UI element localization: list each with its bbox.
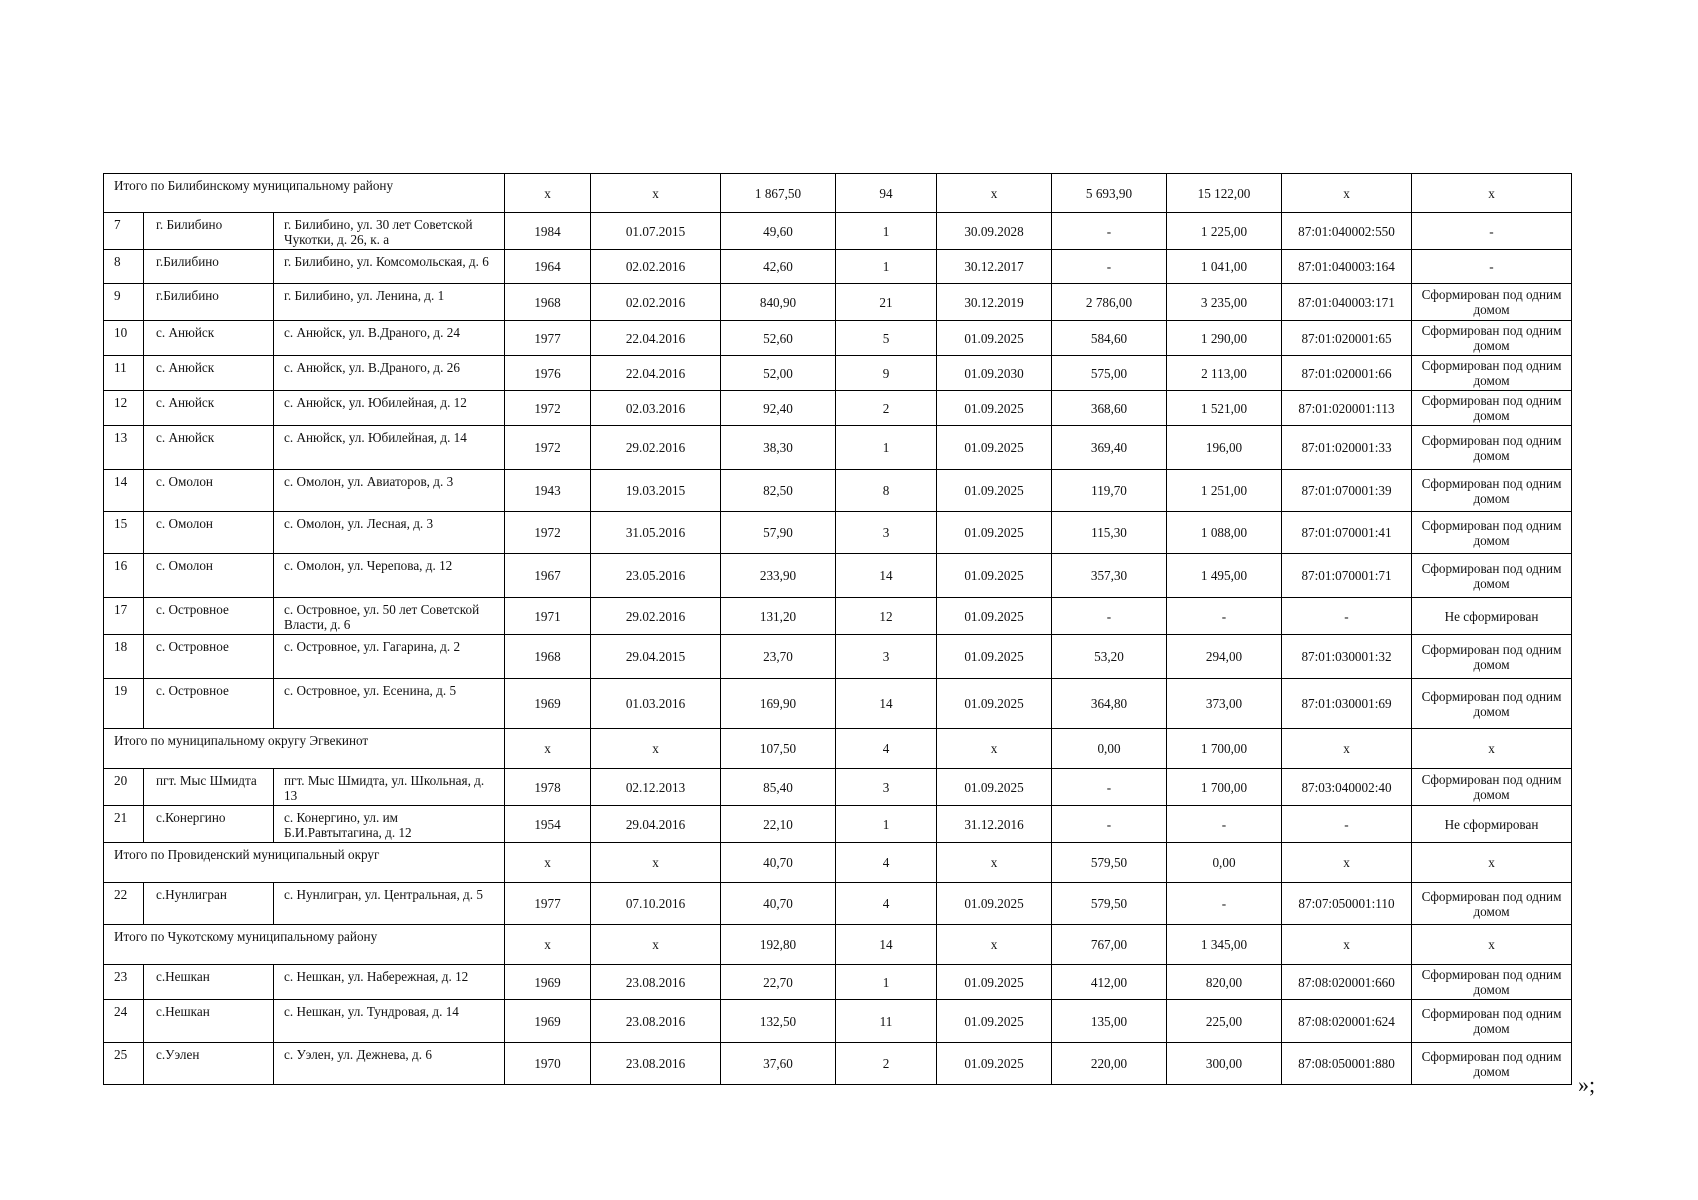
table-body — [104, 174, 1572, 1085]
cadastral-number-cell: - — [1282, 806, 1412, 843]
subtotal-row — [104, 843, 1572, 883]
date-cell: 07.10.2016 — [591, 883, 721, 925]
deadline-cell: 01.09.2025 — [937, 321, 1052, 356]
row-number-cell: 14 — [104, 470, 144, 512]
residents-cell: 14 — [836, 679, 937, 729]
value-cell-2: 15 122,00 — [1167, 174, 1282, 213]
value-cell-2: - — [1167, 806, 1282, 843]
area-cell: 22,10 — [721, 806, 836, 843]
year-cell: x — [505, 843, 591, 883]
year-cell: 1971 — [505, 598, 591, 635]
residents-cell: 1 — [836, 426, 937, 470]
cadastral-number-cell: 87:08:020001:660 — [1282, 965, 1412, 1000]
value-cell-2: 1 345,00 — [1167, 925, 1282, 965]
row-number-cell: 25 — [104, 1043, 144, 1085]
settlement-cell: с. Анюйск — [144, 356, 274, 391]
table-row — [104, 321, 1572, 356]
area-cell: 23,70 — [721, 635, 836, 679]
deadline-cell: 01.09.2025 — [937, 554, 1052, 598]
year-cell: x — [505, 729, 591, 769]
row-number-cell: 22 — [104, 883, 144, 925]
value-cell-1: 5 693,90 — [1052, 174, 1167, 213]
row-number-cell: 19 — [104, 679, 144, 729]
settlement-cell: с. Омолон — [144, 512, 274, 554]
settlement-cell: с. Анюйск — [144, 321, 274, 356]
residents-cell: 4 — [836, 843, 937, 883]
value-cell-2: 2 113,00 — [1167, 356, 1282, 391]
year-cell: 1977 — [505, 321, 591, 356]
date-cell: 29.02.2016 — [591, 426, 721, 470]
deadline-cell: 01.09.2025 — [937, 1043, 1052, 1085]
settlement-cell: с. Анюйск — [144, 426, 274, 470]
cadastral-number-cell: x — [1282, 729, 1412, 769]
deadline-cell: x — [937, 729, 1052, 769]
table-row — [104, 965, 1572, 1000]
value-cell-2: 300,00 — [1167, 1043, 1282, 1085]
deadline-cell: 01.09.2025 — [937, 965, 1052, 1000]
settlement-cell: с.Нешкан — [144, 965, 274, 1000]
settlement-cell: с. Анюйск — [144, 391, 274, 426]
settlement-cell: с. Омолон — [144, 470, 274, 512]
address-cell: с. Омолон, ул. Авиаторов, д. 3 — [274, 470, 505, 512]
date-cell: 23.08.2016 — [591, 965, 721, 1000]
value-cell-1: - — [1052, 250, 1167, 284]
value-cell-1: 135,00 — [1052, 1000, 1167, 1043]
date-cell: x — [591, 174, 721, 213]
date-cell: 31.05.2016 — [591, 512, 721, 554]
settlement-cell: с.Уэлен — [144, 1043, 274, 1085]
date-cell: 02.12.2013 — [591, 769, 721, 806]
area-cell: 42,60 — [721, 250, 836, 284]
address-cell: с. Нунлигран, ул. Центральная, д. 5 — [274, 883, 505, 925]
value-cell-1: 575,00 — [1052, 356, 1167, 391]
table-row — [104, 213, 1572, 250]
cadastral-number-cell: 87:01:040002:550 — [1282, 213, 1412, 250]
cadastral-number-cell: 87:01:020001:66 — [1282, 356, 1412, 391]
date-cell: 02.03.2016 — [591, 391, 721, 426]
row-number-cell: 16 — [104, 554, 144, 598]
address-cell: с. Островное, ул. Гагарина, д. 2 — [274, 635, 505, 679]
area-cell: 82,50 — [721, 470, 836, 512]
table-row — [104, 391, 1572, 426]
land-status-cell: Сформирован под одним домом — [1412, 512, 1572, 554]
row-number-cell: 17 — [104, 598, 144, 635]
table-row — [104, 284, 1572, 321]
residents-cell: 8 — [836, 470, 937, 512]
year-cell: 1969 — [505, 1000, 591, 1043]
value-cell-1: 579,50 — [1052, 843, 1167, 883]
deadline-cell: 01.09.2025 — [937, 1000, 1052, 1043]
subtotal-title: Итого по муниципальному округу Эгвекинот — [104, 729, 505, 769]
residents-cell: 3 — [836, 512, 937, 554]
row-number-cell: 10 — [104, 321, 144, 356]
closing-quote-mark: »; — [1578, 1072, 1596, 1097]
land-status-cell: x — [1412, 843, 1572, 883]
value-cell-2: 1 225,00 — [1167, 213, 1282, 250]
deadline-cell: 01.09.2025 — [937, 883, 1052, 925]
area-cell: 233,90 — [721, 554, 836, 598]
land-status-cell: Сформирован под одним домом — [1412, 356, 1572, 391]
deadline-cell: 01.09.2025 — [937, 769, 1052, 806]
value-cell-2: 1 251,00 — [1167, 470, 1282, 512]
land-status-cell: - — [1412, 250, 1572, 284]
value-cell-1: 0,00 — [1052, 729, 1167, 769]
value-cell-1: 220,00 — [1052, 1043, 1167, 1085]
table-row — [104, 470, 1572, 512]
deadline-cell: 01.09.2025 — [937, 391, 1052, 426]
residents-cell: 94 — [836, 174, 937, 213]
deadline-cell: 30.09.2028 — [937, 213, 1052, 250]
row-number-cell: 20 — [104, 769, 144, 806]
year-cell: 1969 — [505, 965, 591, 1000]
deadline-cell: x — [937, 843, 1052, 883]
year-cell: 1967 — [505, 554, 591, 598]
area-cell: 37,60 — [721, 1043, 836, 1085]
value-cell-2: 1 495,00 — [1167, 554, 1282, 598]
subtotal-row — [104, 925, 1572, 965]
residents-cell: 12 — [836, 598, 937, 635]
cadastral-number-cell: 87:01:070001:41 — [1282, 512, 1412, 554]
address-cell: пгт. Мыс Шмидта, ул. Школьная, д. 13 — [274, 769, 505, 806]
date-cell: x — [591, 729, 721, 769]
row-number-cell: 11 — [104, 356, 144, 391]
year-cell: 1954 — [505, 806, 591, 843]
settlement-cell: г.Билибино — [144, 284, 274, 321]
area-cell: 92,40 — [721, 391, 836, 426]
area-cell: 192,80 — [721, 925, 836, 965]
table-row — [104, 1000, 1572, 1043]
year-cell: 1972 — [505, 512, 591, 554]
deadline-cell: 30.12.2017 — [937, 250, 1052, 284]
date-cell: 29.04.2016 — [591, 806, 721, 843]
value-cell-1: 53,20 — [1052, 635, 1167, 679]
row-number-cell: 15 — [104, 512, 144, 554]
value-cell-1: 115,30 — [1052, 512, 1167, 554]
table-row — [104, 426, 1572, 470]
value-cell-1: 579,50 — [1052, 883, 1167, 925]
value-cell-1: - — [1052, 806, 1167, 843]
value-cell-2: 3 235,00 — [1167, 284, 1282, 321]
year-cell: 1964 — [505, 250, 591, 284]
table-row — [104, 883, 1572, 925]
cadastral-number-cell: 87:01:030001:32 — [1282, 635, 1412, 679]
table-row — [104, 356, 1572, 391]
residents-cell: 14 — [836, 925, 937, 965]
residents-cell: 21 — [836, 284, 937, 321]
date-cell: 29.02.2016 — [591, 598, 721, 635]
date-cell: 02.02.2016 — [591, 250, 721, 284]
area-cell: 169,90 — [721, 679, 836, 729]
row-number-cell: 24 — [104, 1000, 144, 1043]
value-cell-1: - — [1052, 213, 1167, 250]
subtotal-row — [104, 174, 1572, 213]
table-row — [104, 679, 1572, 729]
residents-cell: 3 — [836, 769, 937, 806]
row-number-cell: 21 — [104, 806, 144, 843]
row-number-cell: 23 — [104, 965, 144, 1000]
address-cell: г. Билибино, ул. Ленина, д. 1 — [274, 284, 505, 321]
residents-cell: 2 — [836, 391, 937, 426]
value-cell-2: 294,00 — [1167, 635, 1282, 679]
address-cell: с. Конергино, ул. им Б.И.Равтытагина, д. 12 — [274, 806, 505, 843]
deadline-cell: 01.09.2025 — [937, 679, 1052, 729]
address-cell: г. Билибино, ул. 30 лет Советской Чукотки, д. 26, к. а — [274, 213, 505, 250]
area-cell: 40,70 — [721, 843, 836, 883]
value-cell-2: 1 700,00 — [1167, 769, 1282, 806]
residents-cell: 1 — [836, 965, 937, 1000]
deadline-cell: 30.12.2019 — [937, 284, 1052, 321]
deadline-cell: x — [937, 174, 1052, 213]
land-status-cell: - — [1412, 213, 1572, 250]
table-row — [104, 635, 1572, 679]
area-cell: 107,50 — [721, 729, 836, 769]
land-status-cell: Сформирован под одним домом — [1412, 1043, 1572, 1085]
address-cell: с. Анюйск, ул. Юбилейная, д. 14 — [274, 426, 505, 470]
area-cell: 132,50 — [721, 1000, 836, 1043]
deadline-cell: 01.09.2025 — [937, 635, 1052, 679]
value-cell-2: 1 521,00 — [1167, 391, 1282, 426]
residents-cell: 4 — [836, 729, 937, 769]
land-status-cell: Не сформирован — [1412, 806, 1572, 843]
residents-cell: 9 — [836, 356, 937, 391]
value-cell-2: 1 088,00 — [1167, 512, 1282, 554]
settlement-cell: пгт. Мыс Шмидта — [144, 769, 274, 806]
table-row — [104, 769, 1572, 806]
land-status-cell: Сформирован под одним домом — [1412, 769, 1572, 806]
deadline-cell: 31.12.2016 — [937, 806, 1052, 843]
value-cell-1: 412,00 — [1052, 965, 1167, 1000]
year-cell: x — [505, 925, 591, 965]
deadline-cell: 01.09.2030 — [937, 356, 1052, 391]
table-row — [104, 250, 1572, 284]
address-cell: с. Анюйск, ул. Юбилейная, д. 12 — [274, 391, 505, 426]
date-cell: 23.08.2016 — [591, 1043, 721, 1085]
deadline-cell: 01.09.2025 — [937, 598, 1052, 635]
deadline-cell: 01.09.2025 — [937, 470, 1052, 512]
date-cell: 29.04.2015 — [591, 635, 721, 679]
row-number-cell: 18 — [104, 635, 144, 679]
date-cell: 19.03.2015 — [591, 470, 721, 512]
year-cell: 1969 — [505, 679, 591, 729]
value-cell-2: 1 041,00 — [1167, 250, 1282, 284]
value-cell-2: - — [1167, 598, 1282, 635]
cadastral-number-cell: 87:01:030001:69 — [1282, 679, 1412, 729]
residents-cell: 2 — [836, 1043, 937, 1085]
value-cell-1: 2 786,00 — [1052, 284, 1167, 321]
residents-cell: 14 — [836, 554, 937, 598]
value-cell-2: 820,00 — [1167, 965, 1282, 1000]
settlement-cell: г. Билибино — [144, 213, 274, 250]
deadline-cell: x — [937, 925, 1052, 965]
land-status-cell: Сформирован под одним домом — [1412, 321, 1572, 356]
cadastral-number-cell: 87:03:040002:40 — [1282, 769, 1412, 806]
land-status-cell: x — [1412, 925, 1572, 965]
area-cell: 85,40 — [721, 769, 836, 806]
area-cell: 40,70 — [721, 883, 836, 925]
area-cell: 49,60 — [721, 213, 836, 250]
year-cell: 1972 — [505, 426, 591, 470]
value-cell-1: 767,00 — [1052, 925, 1167, 965]
settlement-cell: с.Нунлигран — [144, 883, 274, 925]
address-cell: с. Анюйск, ул. В.Драного, д. 26 — [274, 356, 505, 391]
row-number-cell: 7 — [104, 213, 144, 250]
residents-cell: 11 — [836, 1000, 937, 1043]
year-cell: 1984 — [505, 213, 591, 250]
area-cell: 840,90 — [721, 284, 836, 321]
residents-cell: 1 — [836, 250, 937, 284]
residents-cell: 1 — [836, 213, 937, 250]
address-cell: с. Нешкан, ул. Тундровая, д. 14 — [274, 1000, 505, 1043]
row-number-cell: 12 — [104, 391, 144, 426]
year-cell: 1972 — [505, 391, 591, 426]
year-cell: 1970 — [505, 1043, 591, 1085]
settlement-cell: с. Островное — [144, 635, 274, 679]
cadastral-number-cell: 87:08:020001:624 — [1282, 1000, 1412, 1043]
area-cell: 57,90 — [721, 512, 836, 554]
table-row — [104, 512, 1572, 554]
cadastral-number-cell: 87:01:020001:113 — [1282, 391, 1412, 426]
value-cell-2: 225,00 — [1167, 1000, 1282, 1043]
year-cell: 1976 — [505, 356, 591, 391]
residents-cell: 4 — [836, 883, 937, 925]
cadastral-number-cell: 87:07:050001:110 — [1282, 883, 1412, 925]
residents-cell: 5 — [836, 321, 937, 356]
settlement-cell: с.Конергино — [144, 806, 274, 843]
value-cell-2: 196,00 — [1167, 426, 1282, 470]
date-cell: x — [591, 843, 721, 883]
value-cell-1: - — [1052, 598, 1167, 635]
address-cell: с. Островное, ул. 50 лет Советской Власти, д. 6 — [274, 598, 505, 635]
date-cell: x — [591, 925, 721, 965]
year-cell: 1943 — [505, 470, 591, 512]
address-cell: с. Омолон, ул. Черепова, д. 12 — [274, 554, 505, 598]
residents-cell: 1 — [836, 806, 937, 843]
date-cell: 22.04.2016 — [591, 356, 721, 391]
settlement-cell: с.Нешкан — [144, 1000, 274, 1043]
area-cell: 52,00 — [721, 356, 836, 391]
residents-cell: 3 — [836, 635, 937, 679]
cadastral-number-cell: 87:08:050001:880 — [1282, 1043, 1412, 1085]
area-cell: 1 867,50 — [721, 174, 836, 213]
address-cell: с. Островное, ул. Есенина, д. 5 — [274, 679, 505, 729]
date-cell: 02.02.2016 — [591, 284, 721, 321]
table-row — [104, 598, 1572, 635]
date-cell: 01.03.2016 — [591, 679, 721, 729]
date-cell: 01.07.2015 — [591, 213, 721, 250]
table-row — [104, 1043, 1572, 1085]
cadastral-number-cell: 87:01:070001:39 — [1282, 470, 1412, 512]
address-cell: с. Анюйск, ул. В.Драного, д. 24 — [274, 321, 505, 356]
land-status-cell: Сформирован под одним домом — [1412, 679, 1572, 729]
area-cell: 38,30 — [721, 426, 836, 470]
land-status-cell: Сформирован под одним домом — [1412, 883, 1572, 925]
value-cell-2: - — [1167, 883, 1282, 925]
subtotal-row — [104, 729, 1572, 769]
cadastral-number-cell: x — [1282, 925, 1412, 965]
year-cell: 1968 — [505, 635, 591, 679]
year-cell: 1968 — [505, 284, 591, 321]
value-cell-2: 0,00 — [1167, 843, 1282, 883]
address-cell: с. Нешкан, ул. Набережная, д. 12 — [274, 965, 505, 1000]
date-cell: 23.05.2016 — [591, 554, 721, 598]
cadastral-number-cell: x — [1282, 843, 1412, 883]
row-number-cell: 8 — [104, 250, 144, 284]
address-cell: с. Омолон, ул. Лесная, д. 3 — [274, 512, 505, 554]
area-cell: 131,20 — [721, 598, 836, 635]
value-cell-2: 1 290,00 — [1167, 321, 1282, 356]
settlement-cell: г.Билибино — [144, 250, 274, 284]
value-cell-1: 357,30 — [1052, 554, 1167, 598]
cadastral-number-cell: 87:01:020001:65 — [1282, 321, 1412, 356]
date-cell: 23.08.2016 — [591, 1000, 721, 1043]
land-status-cell: Сформирован под одним домом — [1412, 554, 1572, 598]
value-cell-1: - — [1052, 769, 1167, 806]
land-status-cell: Сформирован под одним домом — [1412, 635, 1572, 679]
cadastral-number-cell: x — [1282, 174, 1412, 213]
cadastral-number-cell: 87:01:040003:164 — [1282, 250, 1412, 284]
land-status-cell: Не сформирован — [1412, 598, 1572, 635]
value-cell-1: 364,80 — [1052, 679, 1167, 729]
value-cell-1: 368,60 — [1052, 391, 1167, 426]
cadastral-number-cell: 87:01:070001:71 — [1282, 554, 1412, 598]
table-row — [104, 554, 1572, 598]
value-cell-1: 119,70 — [1052, 470, 1167, 512]
land-status-cell: Сформирован под одним домом — [1412, 1000, 1572, 1043]
cadastral-number-cell: 87:01:040003:171 — [1282, 284, 1412, 321]
address-cell: с. Уэлен, ул. Дежнева, д. 6 — [274, 1043, 505, 1085]
land-status-cell: x — [1412, 174, 1572, 213]
address-cell: г. Билибино, ул. Комсомольская, д. 6 — [274, 250, 505, 284]
row-number-cell: 9 — [104, 284, 144, 321]
value-cell-1: 369,40 — [1052, 426, 1167, 470]
year-cell: 1978 — [505, 769, 591, 806]
value-cell-2: 373,00 — [1167, 679, 1282, 729]
settlement-cell: с. Омолон — [144, 554, 274, 598]
cadastral-number-cell: 87:01:020001:33 — [1282, 426, 1412, 470]
subtotal-title: Итого по Провиденский муниципальный округ — [104, 843, 505, 883]
year-cell: x — [505, 174, 591, 213]
subtotal-title: Итого по Чукотскому муниципальному району — [104, 925, 505, 965]
table-row — [104, 806, 1572, 843]
subtotal-title: Итого по Билибинскому муниципальному району — [104, 174, 505, 213]
row-number-cell: 13 — [104, 426, 144, 470]
deadline-cell: 01.09.2025 — [937, 512, 1052, 554]
housing-table — [103, 173, 1572, 1085]
land-status-cell: Сформирован под одним домом — [1412, 284, 1572, 321]
deadline-cell: 01.09.2025 — [937, 426, 1052, 470]
value-cell-1: 584,60 — [1052, 321, 1167, 356]
year-cell: 1977 — [505, 883, 591, 925]
land-status-cell: Сформирован под одним домом — [1412, 391, 1572, 426]
cadastral-number-cell: - — [1282, 598, 1412, 635]
date-cell: 22.04.2016 — [591, 321, 721, 356]
land-status-cell: Сформирован под одним домом — [1412, 470, 1572, 512]
value-cell-2: 1 700,00 — [1167, 729, 1282, 769]
area-cell: 52,60 — [721, 321, 836, 356]
settlement-cell: с. Островное — [144, 679, 274, 729]
land-status-cell: Сформирован под одним домом — [1412, 426, 1572, 470]
settlement-cell: с. Островное — [144, 598, 274, 635]
area-cell: 22,70 — [721, 965, 836, 1000]
land-status-cell: x — [1412, 729, 1572, 769]
land-status-cell: Сформирован под одним домом — [1412, 965, 1572, 1000]
